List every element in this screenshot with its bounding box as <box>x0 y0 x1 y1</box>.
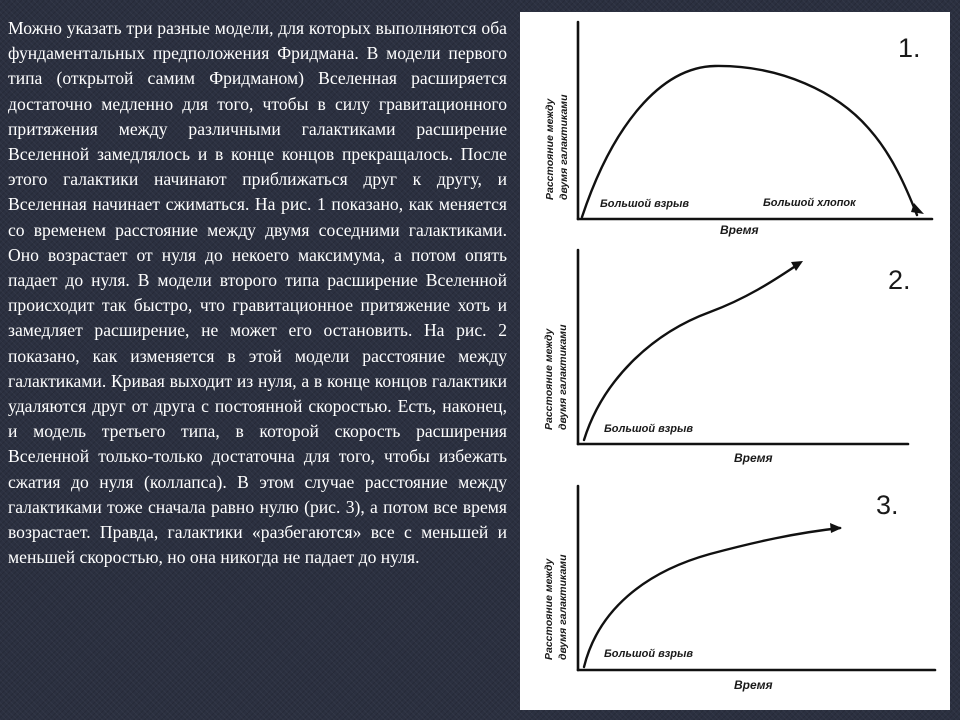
figure-panel <box>520 12 950 710</box>
figure-3-ylabel-line1: Расстояние между <box>543 558 555 660</box>
figure-3-xlabel: Время <box>734 678 773 692</box>
figure-2-ylabel-line2: двумя галактиками <box>557 324 569 430</box>
figure-2-number: 2. <box>888 265 911 295</box>
figures-svg <box>520 12 950 710</box>
figure-3-curve <box>584 528 840 667</box>
figure-3-arrowhead <box>830 523 842 533</box>
figure-1-ylabel-line2: двумя галактиками <box>558 94 570 200</box>
figure-2-arrowhead <box>791 261 803 271</box>
figure-1-end-label: Большой хлопок <box>763 197 856 209</box>
figure-1-start-label: Большой взрыв <box>600 198 690 210</box>
figure-2-start-label: Большой взрыв <box>604 423 694 435</box>
figure-1-ylabel-line1: Расстояние между <box>544 98 556 200</box>
figure-1-xlabel: Время <box>720 223 759 237</box>
figure-2 <box>543 250 911 465</box>
figure-2-ylabel-line1: Расстояние между <box>543 328 555 430</box>
figure-2-curve <box>584 263 800 440</box>
figure-3-ylabel-line2: двумя галактиками <box>557 554 569 660</box>
figure-3-start-label: Большой взрыв <box>604 648 694 660</box>
figure-1-curve <box>582 66 917 217</box>
figure-3-number: 3. <box>876 490 899 520</box>
body-paragraph: Можно указать три разные модели, для которых выполняются оба фундаментальных предположения Фридмана. В модели первого типа (открытой самим Фридманом) Вселенная расширяется достаточно медленно для того, чтобы в силу гравитационного притяжения между различными галактиками расширение Вселенной замедлялось и в конце концов прекращалось. После этого галактики начинают приближаться друг к другу, и Вселенная начинает сжиматься. На рис. 1 показано, как меняется со временем расстояние между двумя соседними галактиками. Оно возрастает от нуля до некоего максимума, а потом опять падает до нуля. В модели второго типа расширение Вселенной происходит так быстро, что гравитационное притяжение хоть и замедляет расширение, не может его остановить. На рис. 2 показано, как изменяется в этой модели расстояние между галактиками. Кривая выходит из нуля, а в конце концов галактики удаляются друг от друга с постоянной скоростью. Есть, наконец, и модель третьего типа, в которой скорость расширения Вселенной только-только достаточна для того, чтобы избежать сжатия до нуля (коллапса). В этом случае расстояние между галактиками тоже сначала равно нулю (рис. 3), а потом все время возрастает. Правда, галактики «разбегаются» все с меньшей и меньшей скоростью, но она никогда не падает до нуля. <box>8 18 507 568</box>
figure-1-number: 1. <box>898 33 921 63</box>
figure-3 <box>543 486 935 692</box>
figure-2-xlabel: Время <box>734 451 773 465</box>
figure-1 <box>544 22 932 237</box>
